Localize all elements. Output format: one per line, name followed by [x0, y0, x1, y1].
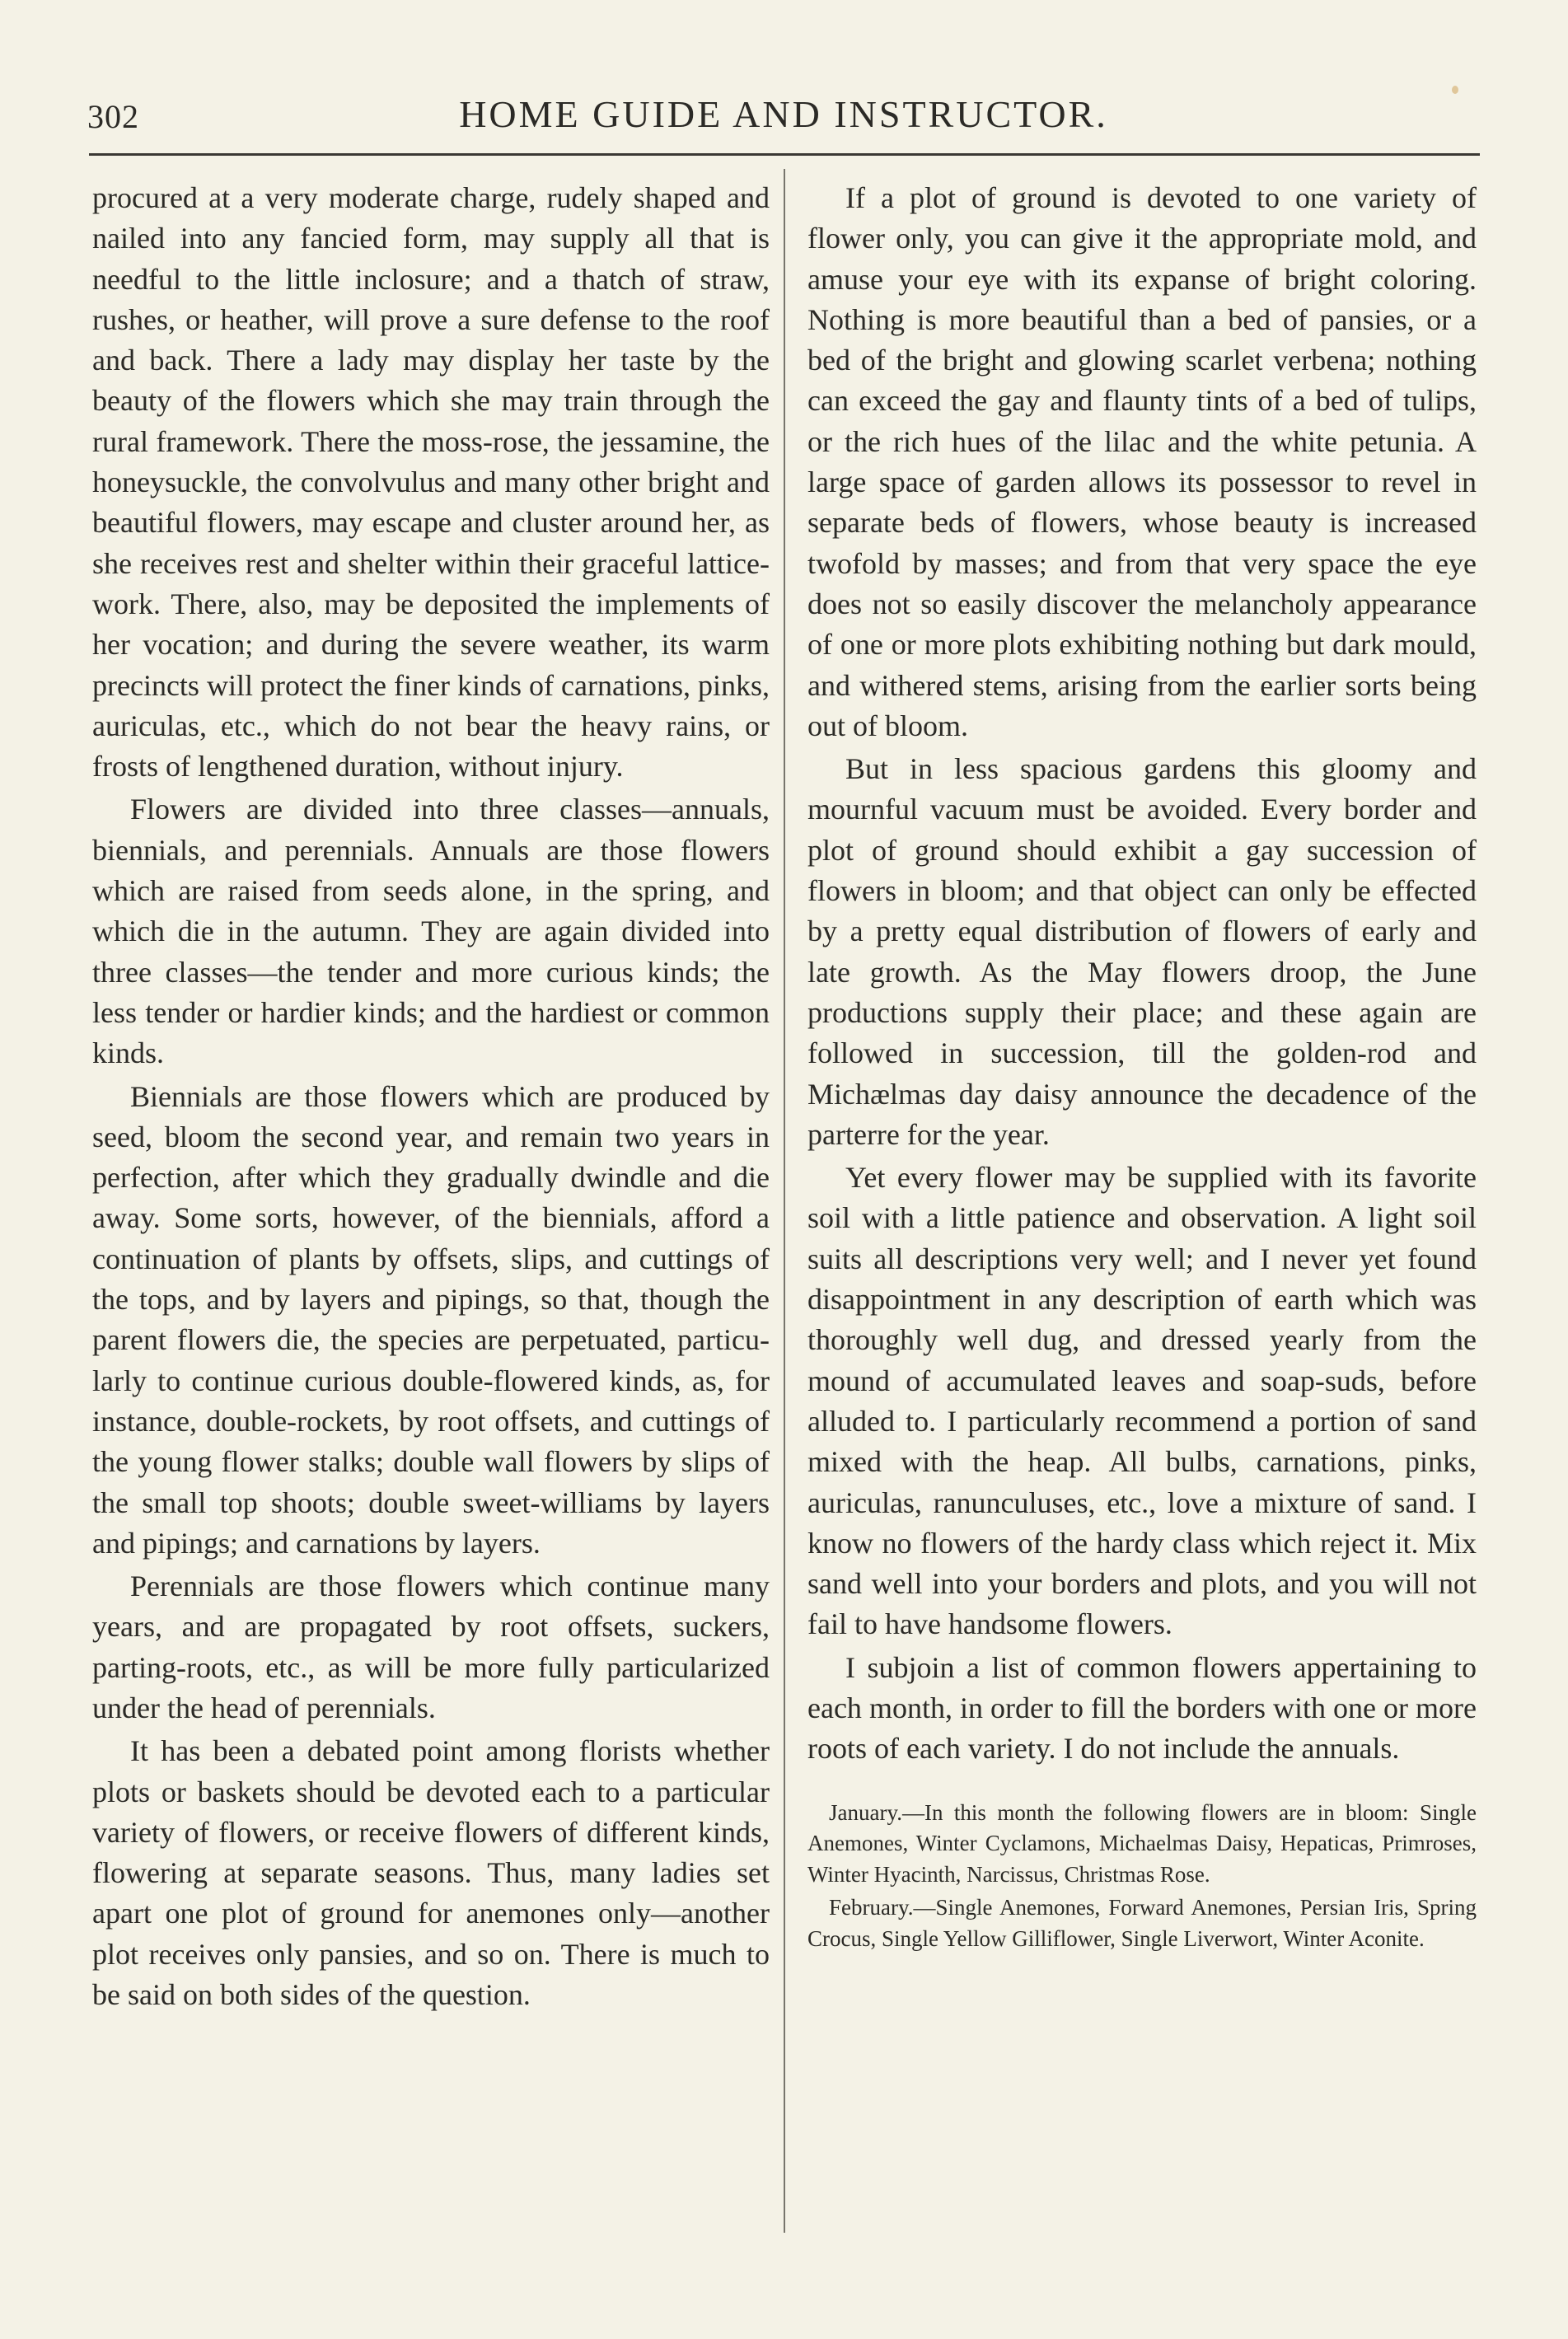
month-entry-february: February.—Single Anemones, Forward Anemones, Persian Iris, Spring Crocus, Single Yellow Gilliflower, Single Liverwort, Winter Aconite. [807, 1895, 1477, 1951]
page-header [87, 89, 1480, 138]
paragraph: But in less spacious gardens this gloomy and mournful vacuum must be avoided. Every border and plot of ground should exhibit a gay succession of flowers in bloom; and that object can only be effected by a pretty equal distribution of flowers of early and late growth. As the May flowers droop, the June productions supply their place; and these again are followed in succession, till the golden-rod and Michælmas day daisy announce the decadence of the parterre for the year. [807, 752, 1477, 1151]
paragraph: I subjoin a list of common flowers appertaining to each month, in order to fill the borders with one or more roots of each variety. I do not include the annuals. [807, 1650, 1477, 1766]
column-divider [784, 169, 785, 2233]
paragraph: It has been a debated point among florists whether plots or baskets should be devoted each to a particular variety of flowers, or receive flowers of different kinds, flowering at separate seasons. Thus, many ladies set apart one plot of ground for anemones only—another plot receives only pansies, and so on. There is much to be said on both sides of the question. [92, 1734, 770, 2012]
left-column [92, 178, 770, 2015]
paragraph: Flowers are divided into three classes—annuals, biennials, and perennials. Annuals are those flowers which are raised from seeds alone, in the spring, and which die in the autumn. They are again divided into three classes—the tender and more curious kinds; the less tender or hardier kinds; and the hardiest or common kinds. [92, 793, 770, 1070]
header-rule [89, 153, 1480, 156]
right-column [807, 178, 1477, 1954]
paragraph: Biennials are those flowers which are produced by seed, bloom the second year, and remain two years in perfection, after which they gradually dwindle and die away. Some sorts, however, of the biennials, afford a continuation of plants by offsets, slips, and cuttings of the tops, and by layers and pipings, so that, though the parent flowers die, the species are perpetuated, particularly to continue curious double-flowered kinds, as, for instance, double-rockets, by root offsets, and cuttings of the young flower stalks; double wall flowers by slips of the small top shoots; double sweet-williams by layers and pipings; and carnations by layers. [92, 1079, 770, 1560]
paragraph: procured at a very moderate charge, rudely shaped and nailed into any fancied form, may supply all that is needful to the little inclosure; and a thatch of straw, rushes, or heather, will prove a sure defense to the roof and back. There a lady may display her taste by the beauty of the flowers which she may train through the rural framework. There the moss-rose, the jessamine, the honeysuckle, the convolvulus and many other bright and beautiful flowers, may escape and cluster around her, as she receives rest and shelter within their graceful lattice-work. There, also, may be deposited the implements of her vocation; and during the severe weather, its warm precincts will protect the finer kinds of carnations, pinks, auriculas, etc., which do not bear the heavy rains, or frosts of lengthened duration, without injury. [92, 181, 770, 784]
paragraph: If a plot of ground is devoted to one variety of flower only, you can give it the appropriate mold, and amuse your eye with its expanse of bright coloring. Nothing is more beautiful than a bed of pansies, or a bed of the bright and glowing scarlet verbena; nothing can exceed the gay and flaunty tints of a bed of tulips, or the rich hues of the lilac and the white petunia. A large space of garden allows its possessor to revel in separate beds of flowers, whose beauty is increased twofold by masses; and from that very space the eye does not so easily discover the melancholy appearance of one or more plots exhibiting nothing but dark mould, and withered stems, arising from the earlier sorts being out of bloom. [807, 181, 1477, 742]
page-number: 302 [87, 98, 139, 135]
paragraph: Perennials are those flowers which continue many years, and are propagated by root offsets, suckers, parting-roots, etc., as will be more fully particularized under the head of perennials. [92, 1569, 770, 1724]
month-entry-january: January.—In this month the following flowers are in bloom: Single Anemones, Winter Cyclamons, Michaelmas Daisy, Hepaticas, Primroses, Winter Hyacinth, Narcissus, Christmas Rose. [807, 1799, 1477, 1887]
running-title: HOME GUIDE AND INSTRUCTOR. [459, 93, 1108, 135]
month-flower-list [807, 1798, 1477, 1955]
paragraph: Yet every flower may be supplied with its favorite soil with a little patience and observation. A light soil suits all descriptions very well; and I never yet found disappointment in any description of earth which was thoroughly well dug, and dressed yearly from the mound of accumulated leaves and soap-suds, before alluded to. I particularly recommend a portion of sand mixed with the heap. All bulbs, carnations, pinks, auriculas, ranunculuses, etc., love a mixture of sand. I know no flowers of the hardy class which reject it. Mix sand well into your borders and plots, and you will not fail to have handsome flowers. [807, 1161, 1477, 1641]
